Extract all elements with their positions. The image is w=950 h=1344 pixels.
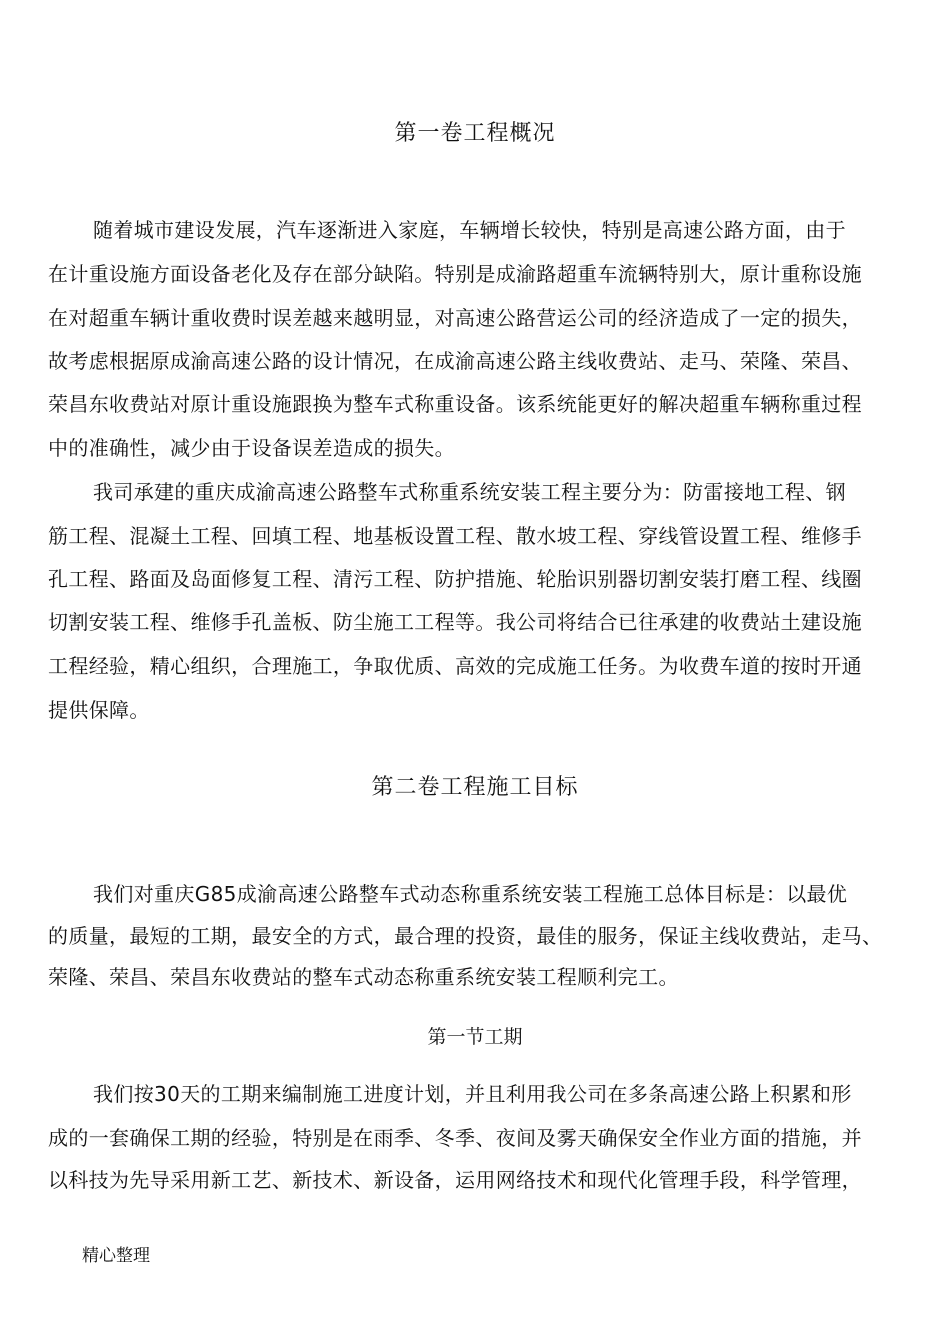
text-line: 随着城市建设发展，汽车逐渐进入家庭，车辆增长较快，特别是高速公路方面，由于 [93,218,846,242]
text-line: 切割安装工程、维修手孔盖板、防尘施工工程等。我公司将结合已往承建的收费站土建设施 [48,610,862,634]
text-line: 以科技为先导采用新工艺、新技术、新设备，运用网络技术和现代化管理手段，科学管理， [48,1168,862,1192]
text-line: 筋工程、混凝土工程、回填工程、地基板设置工程、散水坡工程、穿线管设置工程、维修手 [48,524,862,548]
text-line: 荣隆、荣昌、荣昌东收费站的整车式动态称重系统安装工程顺利完工。 [48,965,679,989]
text-line: 荣昌东收费站对原计重设施跟换为整车式称重设备。该系统能更好的解决超重车辆称重过程 [48,392,862,416]
text-line: 提供保障。 [48,698,150,722]
text-line: 孔工程、路面及岛面修复工程、清污工程、防护措施、轮胎识别器切割安装打磨工程、线圈 [48,567,862,591]
section1-title: 第一节工期 [427,1026,523,1048]
text-line: 中的准确性，减少由于设备误差造成的损失。 [48,436,455,460]
text-line: 的质量，最短的工期，最安全的方式，最合理的投资，最佳的服务，保证主线收费站，走马、 [48,924,883,948]
volume1-title: 第一卷工程概况 [394,121,556,146]
text-line: 工程经验，精心组织，合理施工，争取优质、高效的完成施工任务。为收费车道的按时开通 [48,654,862,678]
volume2-title: 第二卷工程施工目标 [371,775,579,800]
text-line: 我们对重庆G85成渝高速公路整车式动态称重系统安装工程施工总体目标是：以最优 [93,882,848,906]
text-line: 故考虑根据原成渝高速公路的设计情况，在成渝高速公路主线收费站、走马、荣隆、荣昌、 [48,349,862,373]
text-line: 成的一套确保工期的经验，特别是在雨季、冬季、夜间及雾天确保安全作业方面的措施，并 [48,1126,862,1150]
footer-note: 精心整理 [82,1246,150,1266]
text-line: 我司承建的重庆成渝高速公路整车式称重系统安装工程主要分为：防雷接地工程、钢 [93,480,846,504]
text-line: 我们按30天的工期来编制施工进度计划，并且利用我公司在多条高速公路上积累和形 [93,1082,852,1106]
text-line: 在对超重车辆计重收费时误差越来越明显，对高速公路营运公司的经济造成了一定的损失， [48,306,862,330]
text-line: 在计重设施方面设备老化及存在部分缺陷。特别是成渝路超重车流辆特别大，原计重称设施 [48,262,862,286]
